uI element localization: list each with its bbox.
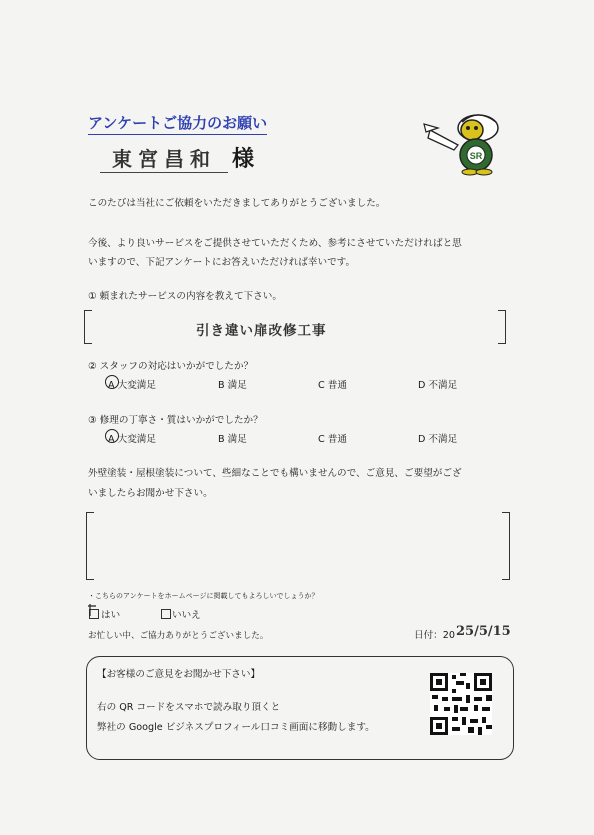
comments-prompt-2: いましたらお聞かせ下さい。 (88, 488, 213, 499)
q1-answer[interactable]: 引き違い扉改修工事 (196, 323, 327, 339)
mascot-badge: SR (469, 151, 483, 161)
mascot-illustration (420, 100, 500, 176)
intro-line-2: 今後、より良いサービスをご提供させていただくため、参考にさせていただければと思 (88, 238, 462, 249)
honorific: 様 (232, 147, 255, 172)
intro-line-3: いますので、下記アンケートにお答えいただければ幸いです。 (88, 257, 356, 268)
homepage-yes-label: はい (101, 610, 121, 621)
q2-option-c[interactable]: C 普通 (318, 380, 347, 391)
qr-box-heading: 【お客様のご意見をお聞かせ下さい】 (97, 669, 261, 680)
date-value[interactable]: 25/5/15 (456, 624, 511, 639)
survey-title: アンケートご協力のお願い (88, 112, 267, 135)
q3-option-a[interactable]: A 大変満足 (108, 434, 156, 445)
q2-option-d[interactable]: D 不満足 (418, 380, 458, 391)
qr-box-line-2: 弊社の Google ビジネスプロフィール口コミ画面に移動します。 (97, 722, 375, 733)
qr-box-line-1: 右の QR コードをスマホで読み取り頂くと (97, 702, 281, 713)
qr-code-icon (430, 673, 492, 735)
thanks-text: お忙しい中、ご協力ありがとうございました。 (88, 631, 269, 641)
customer-name: 東宮昌和 (112, 147, 216, 171)
intro-line-1: このたびは当社にご依頼をいただきましてありがとうございました。 (88, 198, 386, 209)
homepage-question: ・こちらのアンケートをホームページに掲載してもよろしいでしょうか？ (88, 592, 319, 600)
q3-label: ③ 修理の丁寧さ・質はいかがでしたか？ (88, 415, 263, 426)
q2-label: ② スタッフの対応はいかがでしたか？ (88, 361, 254, 372)
homepage-no-label: いいえ (172, 610, 201, 621)
comments-bracket-right (502, 512, 510, 580)
q2-option-b[interactable]: B 満足 (218, 380, 247, 391)
q1-label: ① 頼まれたサービスの内容を教えて下さい。 (88, 291, 282, 302)
name-underline (100, 172, 228, 173)
comments-bracket-left (86, 512, 94, 580)
q1-bracket-left (84, 310, 92, 344)
q1-bracket-right (498, 310, 506, 344)
comments-prompt-1: 外壁塗装・屋根塗装について、些細なことでも構いませんので、ご意見、ご要望がござ (88, 468, 462, 479)
qr-code[interactable] (430, 673, 492, 735)
checkmark-icon (87, 603, 101, 619)
q3-option-c[interactable]: C 普通 (318, 434, 347, 445)
q3-option-b[interactable]: B 満足 (218, 434, 247, 445)
homepage-no-checkbox[interactable] (161, 609, 171, 619)
q3-option-d[interactable]: D 不満足 (418, 434, 458, 445)
date-label: 日付：20 (414, 630, 455, 641)
q2-option-a[interactable]: A 大変満足 (108, 380, 156, 391)
